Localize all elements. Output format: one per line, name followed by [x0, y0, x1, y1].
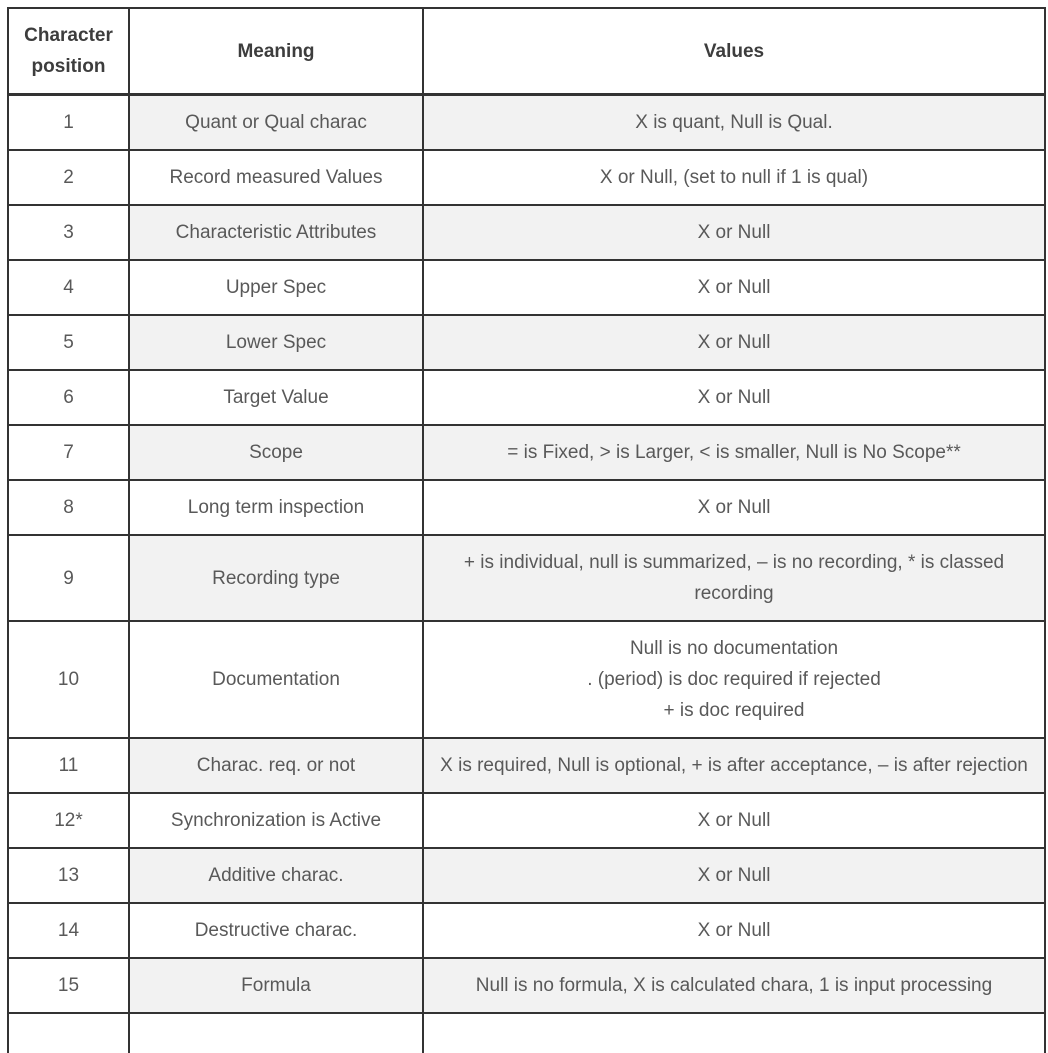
col-header-meaning: Meaning — [129, 8, 423, 95]
table-row — [8, 370, 1045, 425]
cell-values: X is quant, Null is Qual. — [423, 95, 1045, 151]
cell-position: 3 — [8, 205, 129, 260]
table-row — [8, 793, 1045, 848]
cell-meaning: Scope — [129, 425, 423, 480]
table-row-partial — [8, 1013, 1045, 1053]
cell-meaning: Lower Spec — [129, 315, 423, 370]
cell-values: = is Fixed, > is Larger, < is smaller, Null is No Scope** — [423, 425, 1045, 480]
table-row — [8, 621, 1045, 738]
table-row — [8, 425, 1045, 480]
cell-values: X or Null — [423, 480, 1045, 535]
character-position-table — [7, 7, 1046, 1053]
character-position-table-container — [7, 7, 1046, 1053]
cell-meaning: Synchronization is Active — [129, 793, 423, 848]
cell-values: X or Null — [423, 205, 1045, 260]
cell-position: 9 — [8, 535, 129, 621]
cell-meaning — [129, 1013, 423, 1053]
cell-values: X is required, Null is optional, + is after acceptance, – is after rejection — [423, 738, 1045, 793]
cell-position — [8, 1013, 129, 1053]
cell-position: 10 — [8, 621, 129, 738]
table-row — [8, 95, 1045, 151]
cell-meaning: Charac. req. or not — [129, 738, 423, 793]
cell-position: 2 — [8, 150, 129, 205]
cell-meaning: Recording type — [129, 535, 423, 621]
cell-values — [423, 1013, 1045, 1053]
cell-meaning: Destructive charac. — [129, 903, 423, 958]
cell-values: X or Null, (set to null if 1 is qual) — [423, 150, 1045, 205]
cell-meaning: Additive charac. — [129, 848, 423, 903]
cell-values: X or Null — [423, 793, 1045, 848]
values-line: + is doc required — [663, 700, 805, 721]
cell-position: 4 — [8, 260, 129, 315]
cell-position: 5 — [8, 315, 129, 370]
cell-meaning: Record measured Values — [129, 150, 423, 205]
cell-position: 15 — [8, 958, 129, 1013]
cell-position: 13 — [8, 848, 129, 903]
table-row — [8, 535, 1045, 621]
cell-meaning: Quant or Qual charac — [129, 95, 423, 151]
cell-meaning: Target Value — [129, 370, 423, 425]
cell-position: 14 — [8, 903, 129, 958]
table-row — [8, 150, 1045, 205]
cell-values: X or Null — [423, 260, 1045, 315]
cell-position: 12* — [8, 793, 129, 848]
table-row — [8, 260, 1045, 315]
cell-meaning: Characteristic Attributes — [129, 205, 423, 260]
cell-values — [423, 621, 1045, 738]
cell-values: X or Null — [423, 848, 1045, 903]
cell-values: + is individual, null is summarized, – is no recording, * is classed recording — [423, 535, 1045, 621]
cell-position: 7 — [8, 425, 129, 480]
cell-position: 1 — [8, 95, 129, 151]
col-header-values: Values — [423, 8, 1045, 95]
header-row — [8, 8, 1045, 95]
table-row — [8, 903, 1045, 958]
table-row — [8, 205, 1045, 260]
table-row — [8, 315, 1045, 370]
cell-position: 8 — [8, 480, 129, 535]
cell-values: Null is no formula, X is calculated chara, 1 is input processing — [423, 958, 1045, 1013]
cell-meaning: Upper Spec — [129, 260, 423, 315]
cell-meaning: Formula — [129, 958, 423, 1013]
cell-values: X or Null — [423, 370, 1045, 425]
cell-position: 11 — [8, 738, 129, 793]
table-row — [8, 848, 1045, 903]
cell-meaning: Documentation — [129, 621, 423, 738]
cell-values: X or Null — [423, 903, 1045, 958]
table-row — [8, 480, 1045, 535]
values-line: . (period) is doc required if rejected — [587, 669, 881, 690]
cell-meaning: Long term inspection — [129, 480, 423, 535]
table-row — [8, 958, 1045, 1013]
col-header-character-position: Character position — [8, 8, 129, 95]
cell-position: 6 — [8, 370, 129, 425]
cell-values: X or Null — [423, 315, 1045, 370]
values-line: Null is no documentation — [629, 638, 839, 659]
table-row — [8, 738, 1045, 793]
